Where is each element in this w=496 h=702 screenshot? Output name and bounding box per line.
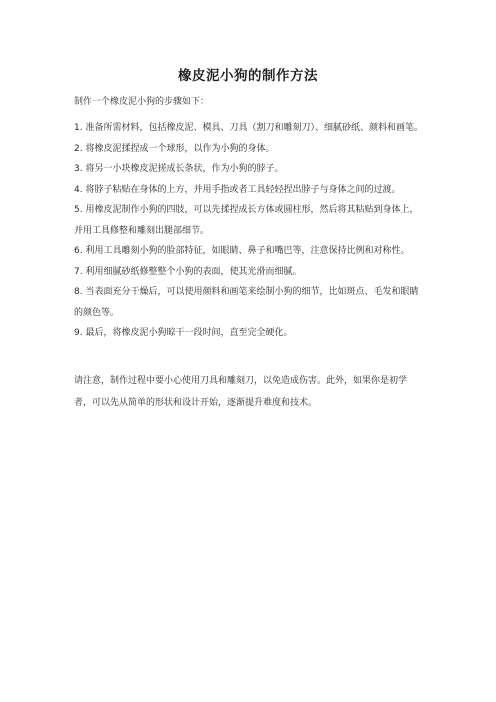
document-body: [74, 96, 424, 414]
step-item: 9. 最后，将橡皮泥小狗晾干一段时间，直至完全硬化。: [74, 328, 293, 338]
step-item: 4. 将脖子粘贴在身体的上方，并用手指或者工具轻轻捏出脖子与身体之间的过渡。: [74, 184, 401, 195]
step-item: 7. 利用细腻砂纸修整整个小狗的表面，使其光滑而细腻。: [74, 266, 302, 277]
document-title: 橡皮泥小狗的制作方法: [178, 68, 318, 84]
step-item: 3. 将另一小块橡皮泥搓成长条状，作为小狗的脖子。: [74, 164, 284, 174]
caution-note: 请注意，制作过程中要小心使用刀具和雕刻刀，以免造成伤害。此外，如果你是初学者，可以先从简单的形状和设计开始，逐渐提升难度和技术。: [74, 375, 408, 408]
step-item: 5. 用橡皮泥制作小狗的四肢，可以先揉捏成长方体或圆柱形，然后将其粘贴到身体上，并用工具修整和雕刻出腿部细节。: [74, 205, 419, 236]
step-item: 8. 当表面充分干燥后，可以使用颜料和画笔来绘制小狗的细节，比如斑点、毛发和眼睛的颜色等。: [74, 287, 419, 318]
step-item: 6. 利用工具雕刻小狗的脸部特征，如眼睛、鼻子和嘴巴等，注意保持比例和对称性。: [74, 246, 410, 256]
intro-text: 制作一个橡皮泥小狗的步骤如下：: [74, 97, 210, 107]
steps-list: [74, 118, 424, 344]
step-item: 1. 准备所需材料，包括橡皮泥、模具、刀具（割刀和雕刻刀）、细腻砂纸、颜料和画笔。: [74, 123, 423, 133]
step-item: 2. 将橡皮泥揉捏成一个球形，以作为小狗的身体。: [74, 143, 275, 154]
